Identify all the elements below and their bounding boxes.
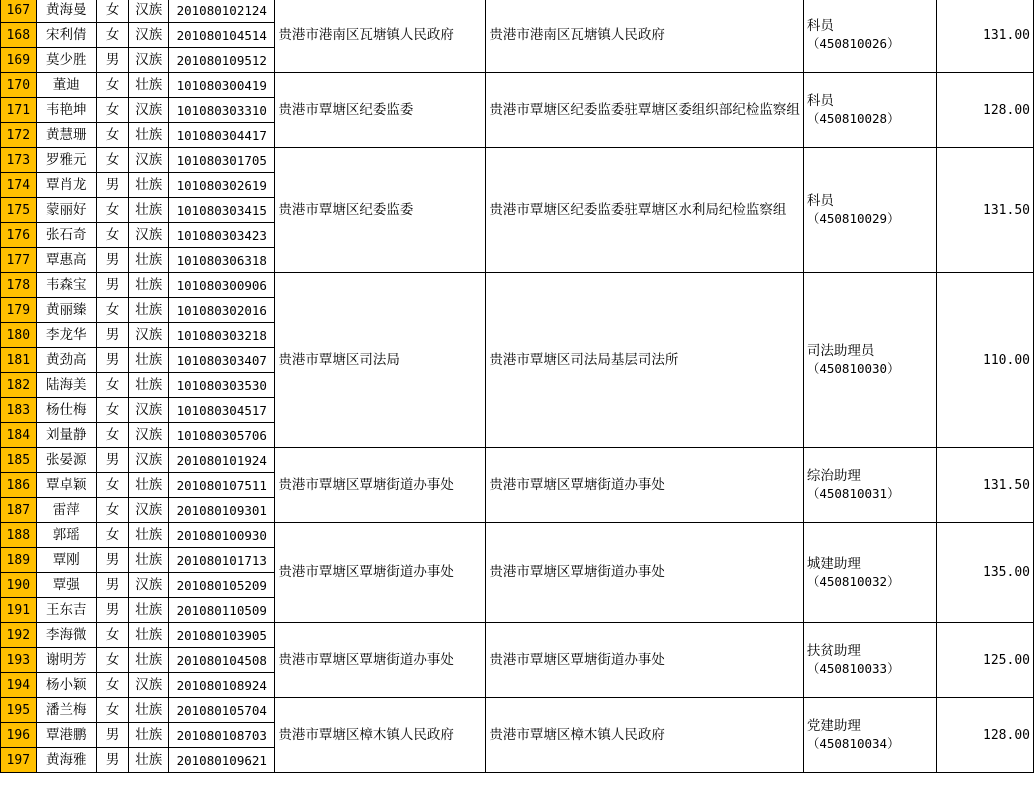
ticket-number-cell[interactable]: 201080100930: [169, 523, 275, 548]
ethnicity-cell[interactable]: 壮族: [129, 248, 169, 273]
gender-cell[interactable]: 男: [97, 248, 129, 273]
row-number-cell[interactable]: 171: [1, 98, 37, 123]
row-number-cell[interactable]: 187: [1, 498, 37, 523]
row-number-cell[interactable]: 190: [1, 573, 37, 598]
row-number-cell[interactable]: 189: [1, 548, 37, 573]
ethnicity-cell[interactable]: 汉族: [129, 48, 169, 73]
row-number-cell[interactable]: 174: [1, 173, 37, 198]
row-number-cell[interactable]: 195: [1, 698, 37, 723]
ethnicity-cell[interactable]: 壮族: [129, 473, 169, 498]
position-title: 科员: [806, 93, 834, 109]
position-code: （450810032）: [806, 573, 900, 589]
ticket-number-cell[interactable]: 201080105704: [169, 698, 275, 723]
gender-cell[interactable]: 男: [97, 323, 129, 348]
name-cell[interactable]: 郭瑶: [36, 523, 96, 548]
row-number-cell[interactable]: 197: [1, 748, 37, 773]
row-number-cell[interactable]: 196: [1, 723, 37, 748]
ethnicity-cell[interactable]: 汉族: [129, 673, 169, 698]
gender-cell[interactable]: 男: [97, 748, 129, 773]
position-cell[interactable]: [803, 0, 936, 73]
position-code: （450810031）: [806, 486, 900, 501]
ticket-number-cell[interactable]: 101080300906: [169, 273, 275, 298]
gender-cell[interactable]: 女: [97, 648, 129, 673]
ethnicity-cell[interactable]: 壮族: [129, 748, 169, 773]
ticket-number-cell[interactable]: 101080302016: [169, 298, 275, 323]
table-row: [1, 448, 1034, 473]
position-cell[interactable]: [803, 623, 936, 698]
employer-unit-cell[interactable]: 贵港市覃塘区纪委监委: [275, 148, 486, 273]
ticket-number-cell[interactable]: 101080303407: [169, 348, 275, 373]
gender-cell[interactable]: 女: [97, 498, 129, 523]
gender-cell[interactable]: 女: [97, 373, 129, 398]
name-cell[interactable]: 董迪: [36, 73, 96, 98]
row-number-cell[interactable]: 188: [1, 523, 37, 548]
employer-unit-cell[interactable]: 贵港市覃塘区覃塘街道办事处: [275, 623, 486, 698]
ticket-number-cell[interactable]: 101080303310: [169, 98, 275, 123]
name-cell[interactable]: 黄海雅: [36, 748, 96, 773]
position-cell[interactable]: [803, 273, 936, 448]
ethnicity-cell[interactable]: 壮族: [129, 173, 169, 198]
row-number-cell[interactable]: 168: [1, 23, 37, 48]
name-cell[interactable]: 覃惠高: [36, 248, 96, 273]
employer-unit-cell[interactable]: 贵港市覃塘区司法局: [275, 273, 486, 448]
ethnicity-cell[interactable]: 壮族: [129, 123, 169, 148]
ticket-number-cell[interactable]: 201080103905: [169, 623, 275, 648]
row-number-cell[interactable]: 183: [1, 398, 37, 423]
ethnicity-cell[interactable]: 汉族: [129, 223, 169, 248]
position-title: 综治助理: [806, 468, 861, 484]
ethnicity-cell[interactable]: 壮族: [129, 348, 169, 373]
name-cell[interactable]: 蒙丽好: [36, 198, 96, 223]
ethnicity-cell[interactable]: 壮族: [129, 598, 169, 623]
gender-cell[interactable]: 男: [97, 598, 129, 623]
ethnicity-cell[interactable]: 汉族: [129, 448, 169, 473]
row-number-cell[interactable]: 172: [1, 123, 37, 148]
gender-cell[interactable]: 女: [97, 398, 129, 423]
ethnicity-cell[interactable]: 壮族: [129, 648, 169, 673]
name-cell[interactable]: 韦艳坤: [36, 98, 96, 123]
ticket-number-cell[interactable]: 101080303218: [169, 323, 275, 348]
position-cell[interactable]: [803, 73, 936, 148]
table-row: [1, 148, 1034, 173]
ethnicity-cell[interactable]: 壮族: [129, 73, 169, 98]
name-cell[interactable]: 黄海曼: [36, 0, 96, 23]
row-number-cell[interactable]: 193: [1, 648, 37, 673]
name-cell[interactable]: 王东吉: [36, 598, 96, 623]
name-cell[interactable]: 宋利倩: [36, 23, 96, 48]
ethnicity-cell[interactable]: 汉族: [129, 148, 169, 173]
position-cell[interactable]: [803, 448, 936, 523]
score-cell[interactable]: 131.50: [936, 448, 1033, 523]
ethnicity-cell[interactable]: 壮族: [129, 723, 169, 748]
ethnicity-cell[interactable]: 汉族: [129, 98, 169, 123]
row-number-cell[interactable]: 167: [1, 0, 37, 23]
position-code: （450810034）: [806, 736, 900, 751]
ethnicity-cell[interactable]: 壮族: [129, 298, 169, 323]
department-cell[interactable]: 贵港市覃塘区纪委监委驻覃塘区水利局纪检监察组: [486, 148, 804, 273]
ticket-number-cell[interactable]: 201080101924: [169, 448, 275, 473]
score-cell[interactable]: 128.00: [936, 698, 1033, 773]
position-code: （450810028）: [806, 111, 900, 126]
row-number-cell[interactable]: 170: [1, 73, 37, 98]
table-body: [1, 0, 1034, 773]
position-code: （450810033）: [806, 661, 900, 676]
ticket-number-cell[interactable]: 201080104508: [169, 648, 275, 673]
ethnicity-cell[interactable]: 壮族: [129, 523, 169, 548]
row-number-cell[interactable]: 182: [1, 373, 37, 398]
position-cell[interactable]: [803, 698, 936, 773]
position-title: 科员: [806, 193, 834, 209]
gender-cell[interactable]: 女: [97, 123, 129, 148]
gender-cell[interactable]: 女: [97, 298, 129, 323]
ticket-number-cell[interactable]: 201080104514: [169, 23, 275, 48]
employer-unit-cell[interactable]: 贵港市覃塘区覃塘街道办事处: [275, 448, 486, 523]
row-number-cell[interactable]: 184: [1, 423, 37, 448]
ticket-number-cell[interactable]: 201080102124: [169, 0, 275, 23]
gender-cell[interactable]: 女: [97, 0, 129, 23]
gender-cell[interactable]: 女: [97, 198, 129, 223]
position-code: （450810026）: [806, 36, 900, 51]
row-number-cell[interactable]: 192: [1, 623, 37, 648]
name-cell[interactable]: 杨小颖: [36, 673, 96, 698]
table-row: [1, 623, 1034, 648]
position-cell[interactable]: [803, 523, 936, 623]
gender-cell[interactable]: 男: [97, 723, 129, 748]
employer-unit-cell[interactable]: 贵港市覃塘区纪委监委: [275, 73, 486, 148]
name-cell[interactable]: 覃港鹏: [36, 723, 96, 748]
name-cell[interactable]: 莫少胜: [36, 48, 96, 73]
name-cell[interactable]: 覃卓颖: [36, 473, 96, 498]
employer-unit-cell[interactable]: 贵港市港南区瓦塘镇人民政府: [275, 0, 486, 73]
name-cell[interactable]: 潘兰梅: [36, 698, 96, 723]
row-number-cell[interactable]: 186: [1, 473, 37, 498]
score-cell[interactable]: 110.00: [936, 273, 1033, 448]
position-title: 科员: [806, 18, 834, 34]
position-title: 扶贫助理: [806, 643, 861, 659]
row-number-cell[interactable]: 180: [1, 323, 37, 348]
ticket-number-cell[interactable]: 201080107511: [169, 473, 275, 498]
row-number-cell[interactable]: 176: [1, 223, 37, 248]
ticket-number-cell[interactable]: 101080303423: [169, 223, 275, 248]
row-number-cell[interactable]: 169: [1, 48, 37, 73]
ticket-number-cell[interactable]: 201080105209: [169, 573, 275, 598]
name-cell[interactable]: 黄丽臻: [36, 298, 96, 323]
ethnicity-cell[interactable]: 汉族: [129, 423, 169, 448]
name-cell[interactable]: 覃刚: [36, 548, 96, 573]
gender-cell[interactable]: 男: [97, 48, 129, 73]
row-number-cell[interactable]: 179: [1, 298, 37, 323]
ethnicity-cell[interactable]: 壮族: [129, 273, 169, 298]
name-cell[interactable]: 李海微: [36, 623, 96, 648]
name-cell[interactable]: 韦森宝: [36, 273, 96, 298]
name-cell[interactable]: 张晏源: [36, 448, 96, 473]
ticket-number-cell[interactable]: 201080109301: [169, 498, 275, 523]
name-cell[interactable]: 谢明芳: [36, 648, 96, 673]
ethnicity-cell[interactable]: 汉族: [129, 573, 169, 598]
table-row: [1, 698, 1034, 723]
row-number-cell[interactable]: 175: [1, 198, 37, 223]
department-cell[interactable]: 贵港市覃塘区覃塘街道办事处: [486, 623, 804, 698]
gender-cell[interactable]: 女: [97, 623, 129, 648]
name-cell[interactable]: 杨仕梅: [36, 398, 96, 423]
position-code: （450810029）: [806, 211, 900, 226]
score-cell[interactable]: 135.00: [936, 523, 1033, 623]
gender-cell[interactable]: 女: [97, 423, 129, 448]
ticket-number-cell[interactable]: 101080302619: [169, 173, 275, 198]
name-cell[interactable]: 张石奇: [36, 223, 96, 248]
row-number-cell[interactable]: 185: [1, 448, 37, 473]
ticket-number-cell[interactable]: 201080101713: [169, 548, 275, 573]
position-cell[interactable]: [803, 148, 936, 273]
ticket-number-cell[interactable]: 201080108703: [169, 723, 275, 748]
position-code: （450810030）: [806, 361, 900, 376]
gender-cell[interactable]: 女: [97, 473, 129, 498]
department-cell[interactable]: 贵港市覃塘区司法局基层司法所: [486, 273, 804, 448]
ticket-number-cell[interactable]: 101080306318: [169, 248, 275, 273]
gender-cell[interactable]: 女: [97, 148, 129, 173]
department-cell[interactable]: 贵港市覃塘区覃塘街道办事处: [486, 448, 804, 523]
ticket-number-cell[interactable]: 201080110509: [169, 598, 275, 623]
ethnicity-cell[interactable]: 壮族: [129, 548, 169, 573]
ethnicity-cell[interactable]: 汉族: [129, 323, 169, 348]
ticket-number-cell[interactable]: 101080301705: [169, 148, 275, 173]
row-number-cell[interactable]: 173: [1, 148, 37, 173]
ticket-number-cell[interactable]: 101080305706: [169, 423, 275, 448]
name-cell[interactable]: 罗雅元: [36, 148, 96, 173]
name-cell[interactable]: 黄劲高: [36, 348, 96, 373]
ethnicity-cell[interactable]: 壮族: [129, 698, 169, 723]
gender-cell[interactable]: 男: [97, 548, 129, 573]
gender-cell[interactable]: 男: [97, 173, 129, 198]
department-cell[interactable]: 贵港市覃塘区覃塘街道办事处: [486, 523, 804, 623]
department-cell[interactable]: 贵港市覃塘区樟木镇人民政府: [486, 698, 804, 773]
employer-unit-cell[interactable]: 贵港市覃塘区覃塘街道办事处: [275, 523, 486, 623]
gender-cell[interactable]: 女: [97, 73, 129, 98]
name-cell[interactable]: 覃肖龙: [36, 173, 96, 198]
department-cell[interactable]: 贵港市港南区瓦塘镇人民政府: [486, 0, 804, 73]
ethnicity-cell[interactable]: 壮族: [129, 198, 169, 223]
gender-cell[interactable]: 男: [97, 273, 129, 298]
row-number-cell[interactable]: 177: [1, 248, 37, 273]
table-row: [1, 73, 1034, 98]
gender-cell[interactable]: 女: [97, 23, 129, 48]
row-number-cell[interactable]: 181: [1, 348, 37, 373]
gender-cell[interactable]: 女: [97, 673, 129, 698]
position-title: 党建助理: [806, 718, 861, 734]
name-cell[interactable]: 雷萍: [36, 498, 96, 523]
position-title: 城建助理: [806, 555, 861, 572]
name-cell[interactable]: 李龙华: [36, 323, 96, 348]
gender-cell[interactable]: 男: [97, 348, 129, 373]
table-row: [1, 273, 1034, 298]
position-title: 司法助理员: [806, 343, 875, 359]
ticket-number-cell[interactable]: 101080304417: [169, 123, 275, 148]
employer-unit-cell[interactable]: 贵港市覃塘区樟木镇人民政府: [275, 698, 486, 773]
ticket-number-cell[interactable]: 101080300419: [169, 73, 275, 98]
gender-cell[interactable]: 男: [97, 573, 129, 598]
gender-cell[interactable]: 女: [97, 98, 129, 123]
name-cell[interactable]: 刘量静: [36, 423, 96, 448]
ethnicity-cell[interactable]: 壮族: [129, 373, 169, 398]
score-cell[interactable]: 125.00: [936, 623, 1033, 698]
table-row: [1, 0, 1034, 23]
score-cell[interactable]: 131.00: [936, 0, 1033, 73]
gender-cell[interactable]: 女: [97, 223, 129, 248]
name-cell[interactable]: 黄慧珊: [36, 123, 96, 148]
gender-cell[interactable]: 女: [97, 523, 129, 548]
ethnicity-cell[interactable]: 汉族: [129, 398, 169, 423]
department-cell[interactable]: 贵港市覃塘区纪委监委驻覃塘区委组织部纪检监察组: [486, 73, 804, 148]
row-number-cell[interactable]: 191: [1, 598, 37, 623]
ticket-number-cell[interactable]: 101080303415: [169, 198, 275, 223]
row-number-cell[interactable]: 194: [1, 673, 37, 698]
name-cell[interactable]: 覃强: [36, 573, 96, 598]
score-cell[interactable]: 128.00: [936, 73, 1033, 148]
ethnicity-cell[interactable]: 汉族: [129, 498, 169, 523]
table-row: [1, 523, 1034, 548]
gender-cell[interactable]: 男: [97, 448, 129, 473]
name-cell[interactable]: 陆海美: [36, 373, 96, 398]
ticket-number-cell[interactable]: 101080304517: [169, 398, 275, 423]
row-number-cell[interactable]: 178: [1, 273, 37, 298]
ticket-number-cell[interactable]: 201080108924: [169, 673, 275, 698]
ethnicity-cell[interactable]: 汉族: [129, 0, 169, 23]
ethnicity-cell[interactable]: 壮族: [129, 623, 169, 648]
ticket-number-cell[interactable]: 101080303530: [169, 373, 275, 398]
score-cell[interactable]: 131.50: [936, 148, 1033, 273]
ticket-number-cell[interactable]: 201080109512: [169, 48, 275, 73]
ethnicity-cell[interactable]: 汉族: [129, 23, 169, 48]
ticket-number-cell[interactable]: 201080109621: [169, 748, 275, 773]
gender-cell[interactable]: 女: [97, 698, 129, 723]
